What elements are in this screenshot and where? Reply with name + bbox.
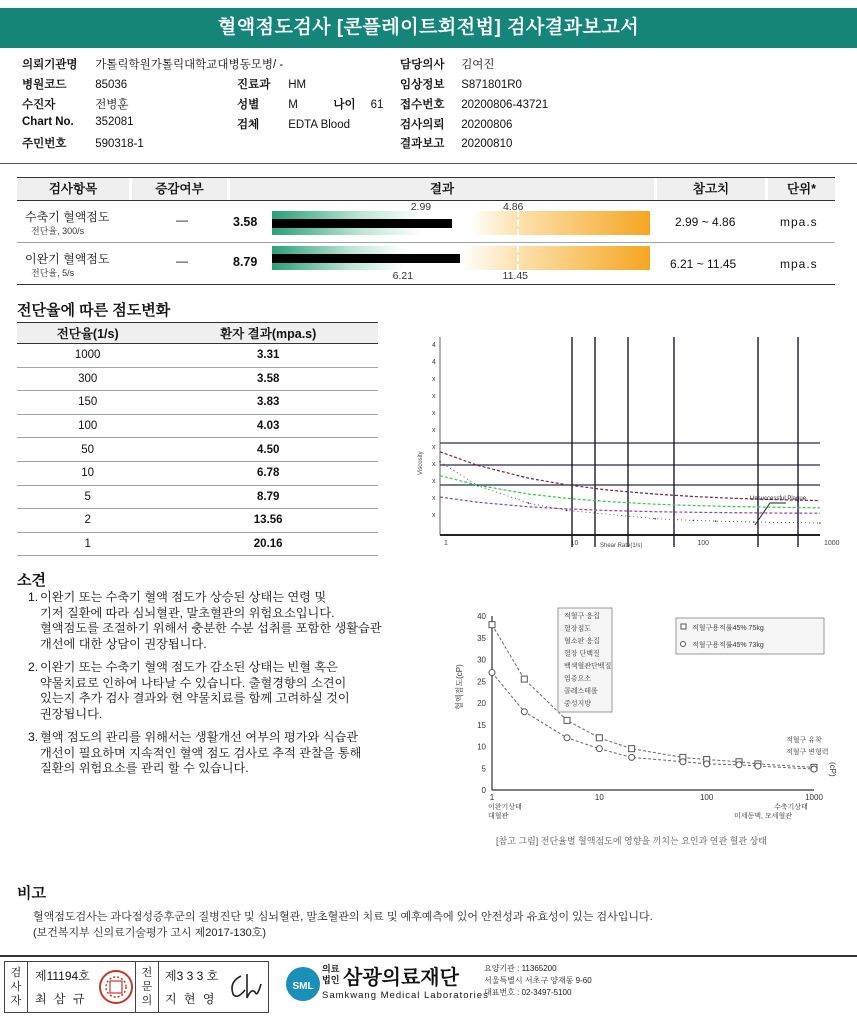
series-point: [564, 735, 570, 741]
footer-rule: [0, 955, 857, 957]
result-value: 3.58: [233, 215, 258, 229]
shear-section-title: 전단율에 따른 점도변화: [17, 302, 171, 319]
y-tick-label: 4: [432, 359, 436, 366]
x-note-right: 미세동맥, 모세혈관: [734, 813, 792, 820]
table-row: [17, 344, 378, 368]
shear-rate-cell: 100: [17, 414, 158, 438]
header-item: 검사항목: [17, 178, 129, 200]
factor-label: 중성지방: [564, 700, 592, 708]
series-point: [704, 761, 710, 767]
y-tick-label: x: [432, 410, 436, 417]
ref-range: 2.99 ~ 4.86: [675, 215, 736, 229]
report-title: 혈액점도검사 [콘플레이트회전법] 검사결과보고서: [0, 8, 857, 48]
ref-low-tick: 2.99: [410, 201, 432, 213]
reference-curve: [440, 452, 820, 501]
y-tick-label: 10: [477, 742, 486, 752]
reference-figure: [452, 602, 837, 854]
remarks-line1: 혈액점도검사는 과다점성증후군의 질병진단 및 심뇌혈관, 말초혈관의 치료 및 예후예측에 있어 안전성과 유효성이 있는 검사입니다.: [33, 911, 653, 923]
series-line: [492, 673, 814, 770]
header-unit: 단위*: [768, 178, 835, 200]
x-note-left: 이완기상태: [488, 804, 522, 811]
series-point: [521, 676, 527, 682]
table-row: [17, 485, 378, 509]
examiner-license: 제11194호: [35, 969, 90, 983]
y-tick-label: x: [432, 461, 436, 468]
patient-point: [528, 502, 530, 504]
series-point: [629, 754, 635, 760]
change-mark: —: [176, 213, 188, 227]
x-note-left: 대혈관: [488, 813, 509, 820]
ref-high-tick: 11.45: [502, 270, 529, 282]
table-row: [17, 461, 378, 485]
table-row: [17, 532, 378, 556]
finding-number: 1.: [28, 590, 39, 604]
results-top-rule: [17, 177, 835, 178]
x-tick-label: 1: [489, 793, 495, 802]
remarks-title: 비고: [17, 885, 46, 902]
factor-box: [558, 608, 612, 712]
x-axis-label: Shear Rate(1/s): [600, 543, 643, 549]
hospital-code-row: 병원코드 85036: [22, 79, 128, 91]
legend-marker: [681, 624, 686, 629]
sex-age-row: 성별 M 나이 61: [237, 99, 384, 111]
series-point: [489, 670, 495, 676]
viscosity-curve-chart: [410, 325, 840, 550]
legend-label: 적혈구용적률45% 75kg: [692, 625, 764, 632]
y-tick-label: x: [432, 495, 436, 502]
finding-line: 이완기 또는 수축기 혈액 점도가 감소된 상태는 빈혈 혹은: [40, 660, 338, 674]
y-tick-label: 4: [432, 342, 436, 349]
series-point: [755, 763, 761, 769]
shear-table: [17, 322, 378, 556]
viscosity-cell: 3.83: [158, 391, 378, 415]
finding-line: 권장됩니다.: [40, 706, 103, 721]
y-tick-label: 35: [477, 633, 486, 643]
specialist-name: 지 현 영: [165, 992, 217, 1006]
viscosity-cell: 13.56: [158, 509, 378, 533]
results-bottom-rule: [17, 284, 835, 285]
patient-row: 수진자 전병훈: [22, 99, 129, 111]
result-name: 수축기 혈액점도: [25, 210, 110, 224]
series-point: [736, 762, 742, 768]
patient-point: [654, 518, 656, 520]
legend-label: 적혈구용적률45% 73kg: [692, 642, 764, 649]
x-tick-label: 100: [699, 793, 714, 802]
x-tick-label: 1000: [824, 540, 840, 547]
y-tick-label: x: [432, 393, 436, 400]
y-tick-label: x: [432, 444, 436, 451]
x-tick-label: 10: [570, 540, 579, 547]
factor-label: 혈소판 응집: [564, 638, 600, 645]
y-tick-label: 20: [477, 699, 486, 708]
ref-high-tick: 4.86: [502, 201, 524, 213]
signature-box: [4, 961, 269, 1013]
result-unit: mpa.s: [780, 215, 818, 229]
clinical-row: 임상정보 S871801R0: [400, 79, 522, 91]
specialist-license: 제3 3 3 호: [165, 969, 219, 983]
receipt-row: 접수번호 20200806-43721: [400, 99, 549, 111]
findings-title: 소견: [17, 572, 46, 589]
patient-point: [753, 521, 755, 523]
examiner-name: 최 삼 규: [35, 992, 87, 1006]
table-row: [17, 509, 378, 533]
factor-label: 염증요소: [564, 675, 592, 683]
shear-rate-cell: 1: [17, 532, 158, 556]
shear-rate-cell: 10: [17, 461, 158, 485]
org-type: 의료 법인: [322, 964, 340, 985]
y-tick-label: 40: [477, 612, 486, 621]
finding-line: 이완기 또는 수축기 혈액 점도가 상승된 상태는 연령 및: [40, 590, 327, 604]
finding-line: 있는지 추가 검사 결과와 현 약물치료를 함께 고려하실 것이: [40, 691, 350, 705]
x-tick-label: 1000: [805, 793, 823, 802]
finding-line: 개선에 대한 상담이 권장됩니다.: [40, 636, 207, 651]
factor-label: 적혈구 응집: [564, 613, 600, 620]
annotation-pointer: [755, 503, 786, 525]
viscosity-cell: 4.03: [158, 414, 378, 438]
seal-stamp-icon: [97, 968, 135, 1006]
series-point: [564, 717, 570, 723]
patient-info: [0, 54, 857, 164]
chart-row: Chart No. 352081: [22, 116, 134, 128]
result-sub: 전단율, 5/s: [31, 268, 75, 278]
x-tick-label: 100: [697, 540, 710, 547]
y-tick-label: x: [432, 512, 436, 519]
patient-point: [477, 485, 479, 487]
patient-point: [819, 522, 821, 524]
results-mid-rule: [17, 242, 835, 243]
finding-line: 질환의 위험요소를 관리 할 수 있습니다.: [40, 761, 249, 775]
viscosity-cell: 4.50: [158, 438, 378, 462]
series-point: [629, 746, 635, 752]
series-point: [596, 735, 602, 741]
specimen-row: 검체 EDTA Blood: [237, 119, 350, 131]
remarks-line2: (보건복지부 신의료기술평가 고시 제2017-130호): [33, 927, 266, 939]
result-unit: mpa.s: [780, 257, 818, 271]
y-tick-label: 25: [477, 677, 486, 687]
x-tick-label: 1: [444, 540, 448, 547]
series-point: [596, 746, 602, 752]
vertical-label-2: 전 문 의: [141, 967, 153, 1007]
result-name: 이완기 혈액점도: [25, 252, 110, 266]
report-date-row: 결과보고 20200810: [400, 138, 513, 150]
annotation-label: 적혈구 유착: [786, 737, 822, 744]
shear-rate-cell: 50: [17, 438, 158, 462]
signature-icon: [225, 970, 265, 1004]
y-tick-label: x: [432, 376, 436, 383]
x-note-right: 수축기상태: [774, 804, 808, 811]
header-ref: 참고치: [657, 178, 765, 200]
figure-caption: [참고 그림] 전단율별 혈액점도에 영향을 끼치는 요인과 연관 혈관 상태: [496, 836, 767, 846]
result-sub: 전단율, 300/s: [31, 226, 85, 236]
legend-marker: [681, 642, 686, 647]
factor-label: 혈장 단백질: [564, 650, 600, 658]
org-contact: 요양기관 : 11365200 서울특별시 서초구 양재동 9-60 대표번호 : 02-3497-5100: [484, 964, 592, 997]
viscosity-cell: 3.58: [158, 367, 378, 391]
col-patient-result: 환자 결과(mpa.s): [158, 323, 378, 344]
sml-logo-icon: [283, 962, 323, 1002]
table-row: [17, 438, 378, 462]
finding-line: 기저 질환에 따라 심뇌혈관, 말초혈관의 위험요소입니다.: [40, 605, 335, 620]
shear-rate-cell: 1000: [17, 344, 158, 368]
vertical-label-1: 검 사 자: [10, 967, 22, 1007]
header-result: 결과: [230, 178, 654, 200]
patient-point: [439, 461, 441, 463]
institution-row: 의뢰기관명 가톨릭학원가톨릭대학교대병동모병/ -: [22, 59, 284, 71]
right-axis-label: (cP): [828, 762, 837, 777]
finding-line: 약물치료로 인하여 나타날 수 있습니다. 출혈경향의 소견이: [40, 675, 347, 690]
ref-low-tick: 6.21: [392, 270, 414, 282]
finding-number: 2.: [28, 660, 39, 674]
header-change: 증감여부: [132, 178, 227, 200]
finding-number: 3.: [28, 730, 39, 744]
rrn-row: 주민번호 590318-1: [22, 138, 144, 150]
y-tick-label: x: [432, 478, 436, 485]
factor-label: 혈장점도: [564, 625, 592, 633]
series-point: [489, 622, 495, 628]
shear-rate-cell: 300: [17, 367, 158, 391]
result-value: 8.79: [233, 255, 258, 269]
result-value-bar: [272, 219, 452, 228]
factor-label: 백색혈관단백질: [564, 663, 612, 670]
finding-line: 혈액점도를 조절하기 위해서 충분한 수분 섭취를 포함한 생활습관: [40, 621, 382, 635]
table-row: [17, 414, 378, 438]
finding-item: [28, 660, 458, 722]
ref-range: 6.21 ~ 11.45: [670, 257, 737, 271]
table-row: [17, 367, 378, 391]
x-tick-label: 10: [594, 793, 604, 802]
result-value-bar: [272, 254, 460, 263]
annotation-label: 적혈구 변형력: [786, 749, 829, 756]
y-axis-label: 혈액점도(cP): [455, 664, 464, 710]
factor-label: 콜레스테롤: [564, 688, 598, 695]
col-shear-rate: 전단율(1/s): [17, 323, 158, 344]
viscosity-cell: 20.16: [158, 532, 378, 556]
y-axis-label: Viscosity: [418, 451, 424, 475]
finding-item: [28, 590, 458, 652]
finding-line: 개선이 필요하며 지속적인 혈액 점도 검사로 추적 관찰을 통해: [40, 745, 362, 760]
request-row: 검사의뢰 20200806: [400, 119, 513, 131]
reference-curve: [440, 476, 820, 508]
finding-item: [28, 730, 458, 777]
viscosity-cell: 6.78: [158, 461, 378, 485]
org-name: 삼광의료재단: [343, 967, 459, 989]
patient-point: [715, 520, 717, 522]
annotation-label: Unsuccessful Plaque: [750, 496, 807, 502]
doctor-row: 담당의사 김여진: [400, 59, 495, 71]
shear-rate-cell: 2: [17, 509, 158, 533]
org-name-en: Samkwang Medical Laboratories: [322, 990, 489, 1001]
y-tick-label: 30: [477, 655, 486, 665]
patient-point: [566, 510, 568, 512]
dept-row: 진료과 HM: [237, 79, 307, 91]
shear-rate-cell: 5: [17, 485, 158, 509]
change-mark: —: [176, 254, 188, 268]
y-tick-label: x: [432, 427, 436, 434]
svg-text:SML: SML: [292, 981, 314, 992]
patient-point: [693, 520, 695, 522]
y-tick-label: 15: [477, 720, 486, 730]
viscosity-cell: 3.31: [158, 344, 378, 368]
table-row: [17, 391, 378, 415]
shear-rate-cell: 150: [17, 391, 158, 415]
series-point: [521, 709, 527, 715]
finding-line: 혈액 점도의 관리를 위해서는 생활개선 여부의 평가와 식습관: [40, 730, 359, 744]
series-point: [811, 766, 817, 772]
y-tick-label: 5: [481, 764, 486, 774]
series-point: [680, 759, 686, 765]
viscosity-cell: 8.79: [158, 485, 378, 509]
y-tick-label: 0: [481, 786, 486, 795]
